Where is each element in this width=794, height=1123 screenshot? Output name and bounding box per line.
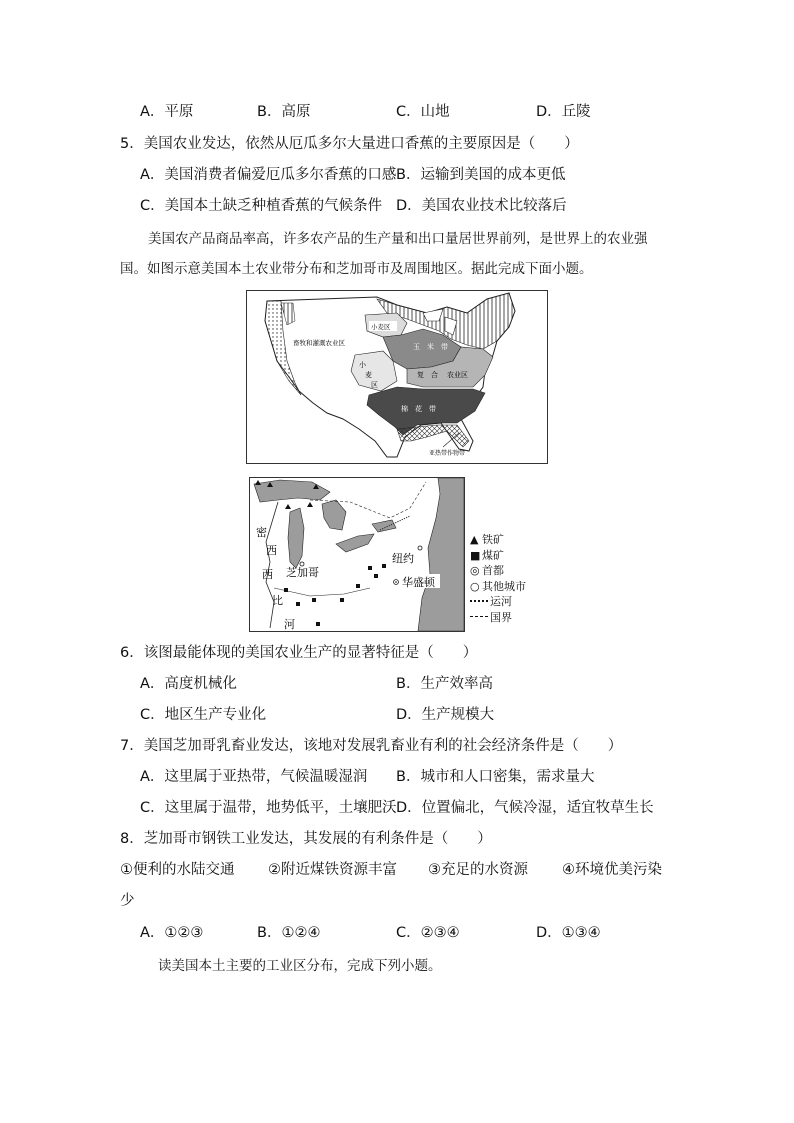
corn-label-1: 玉 bbox=[413, 343, 420, 351]
q7-option-c: C．这里属于温带，地势低平，土壤肥沃 bbox=[140, 800, 397, 816]
q8-condition-2: ②附近煤铁资源丰富 bbox=[268, 862, 397, 878]
corn-label-2: 米 bbox=[427, 343, 434, 351]
q8-condition-4: ④环境优美污染 bbox=[562, 862, 662, 878]
legend-city: ○ 其他城市 bbox=[470, 579, 526, 593]
q5-option-c: C．美国本土缺乏种植香蕉的气候条件 bbox=[140, 198, 383, 214]
grazing-label: 畜牧和灌溉农业区 bbox=[293, 339, 345, 347]
washington-label: 华盛顿 bbox=[402, 576, 435, 589]
cotton-label-1: 棉 bbox=[401, 405, 408, 413]
lake-ontario bbox=[372, 520, 396, 532]
legend-capital: ◎ 首都 bbox=[470, 564, 504, 577]
corn-label-3: 带 bbox=[441, 343, 448, 351]
q7-stem: 7．美国芝加哥乳畜业发达，该地对发展乳畜业有利的社会经济条件是（ ） bbox=[120, 738, 623, 754]
newyork-dot bbox=[418, 546, 422, 550]
mississippi-label-3: 西 bbox=[262, 568, 273, 581]
q6-option-b: B．生产效率高 bbox=[396, 676, 493, 692]
q8-condition-3: ③充足的水资源 bbox=[428, 862, 528, 878]
q5-option-d: D．美国农业技术比较落后 bbox=[396, 198, 567, 214]
mississippi-label-2: 西 bbox=[266, 544, 277, 557]
q8-stem: 8．芝加哥市钢铁工业发达，其发展的有利条件是（ ） bbox=[120, 831, 492, 847]
mississippi-river bbox=[266, 502, 278, 628]
q5-option-a: A．美国消费者偏爱厄瓜多尔香蕉的口感 bbox=[140, 167, 397, 183]
legend-iron: ▲ 铁矿 bbox=[470, 533, 504, 546]
legend-coal: ■ 煤矿 bbox=[470, 548, 504, 562]
q5-stem: 5．美国农业发达，依然从厄瓜多尔大量进口香蕉的主要原因是（ ） bbox=[120, 136, 579, 152]
q8-option-b: B．①②④ bbox=[257, 925, 321, 941]
q8-condition-4-wrap: 少 bbox=[120, 893, 135, 909]
q8-option-a: A．①②③ bbox=[140, 925, 204, 941]
q4-option-a: A．平原 bbox=[140, 104, 194, 120]
chicago-region-map bbox=[249, 477, 465, 632]
q8-condition-1: ①便利的水陆交通 bbox=[120, 862, 235, 878]
lake-superior bbox=[254, 480, 330, 502]
north-wheat-label: 小麦区 bbox=[371, 323, 391, 331]
south-wheat-label-1: 小 bbox=[359, 361, 366, 369]
passage2: 读美国本土主要的工业区分布，完成下列小题。 bbox=[158, 958, 442, 974]
chicago-label: 芝加哥 bbox=[286, 566, 319, 579]
q4-option-c: C．山地 bbox=[396, 104, 450, 120]
q4-option-d: D．丘陵 bbox=[536, 104, 591, 120]
mississippi-label-5: 河 bbox=[284, 618, 295, 631]
newyork-label: 纽约 bbox=[392, 552, 414, 565]
mississippi-label-1: 密 bbox=[256, 526, 267, 539]
atlantic-ocean bbox=[418, 478, 464, 631]
q4-option-b: B．高原 bbox=[257, 104, 311, 120]
subtropical-label: 亚热带作物带 bbox=[429, 450, 466, 457]
passage1-line2: 国。如图示意美国本土农业带分布和芝加哥市及周围地区。据此完成下面小题。 bbox=[120, 261, 593, 277]
cotton-label-3: 带 bbox=[429, 405, 436, 413]
lake-huron bbox=[322, 500, 346, 530]
q6-option-c: C．地区生产专业化 bbox=[140, 707, 267, 723]
passage1-line1: 美国农产品商品率高，许多农产品的生产量和出口量居世界前列，是世界上的农业强 bbox=[148, 231, 648, 247]
q6-option-d: D．生产规模大 bbox=[396, 707, 495, 723]
south-wheat-label-3: 区 bbox=[371, 381, 378, 389]
mixed-label-3: 农业区 bbox=[447, 371, 468, 379]
q6-option-a: A．高度机械化 bbox=[140, 676, 237, 692]
cotton-label-2: 花 bbox=[415, 405, 422, 413]
q7-option-b: B．城市和人口密集，需求量大 bbox=[396, 769, 595, 785]
mississippi-label-4: 比 bbox=[272, 594, 283, 607]
ohio-river bbox=[274, 588, 370, 596]
mixed-label-2: 合 bbox=[431, 371, 438, 379]
q8-option-c: C．②③④ bbox=[396, 925, 460, 941]
chicago-region-map-svg bbox=[250, 478, 464, 631]
q7-option-d: D．位置偏北，气候冷湿，适宜牧草生长 bbox=[396, 800, 654, 816]
q7-option-a: A．这里属于亚热带，气候温暖湿润 bbox=[140, 769, 368, 785]
mixed-label-1: 复 bbox=[417, 371, 424, 379]
legend-border: 国界 bbox=[470, 610, 526, 626]
legend-canal: 运河 bbox=[470, 594, 526, 610]
q6-stem: 6．该图最能体现的美国农业生产的显著特征是（ ） bbox=[120, 645, 478, 661]
lake-erie bbox=[336, 534, 374, 552]
map2-legend bbox=[470, 532, 526, 625]
q8-option-d: D．①③④ bbox=[536, 925, 601, 941]
lake-michigan bbox=[288, 508, 304, 568]
us-agriculture-map-svg bbox=[247, 291, 547, 463]
south-wheat-label-2: 麦 bbox=[365, 371, 372, 379]
us-agriculture-map bbox=[246, 290, 548, 464]
q5-option-b: B．运输到美国的成本更低 bbox=[396, 167, 566, 183]
